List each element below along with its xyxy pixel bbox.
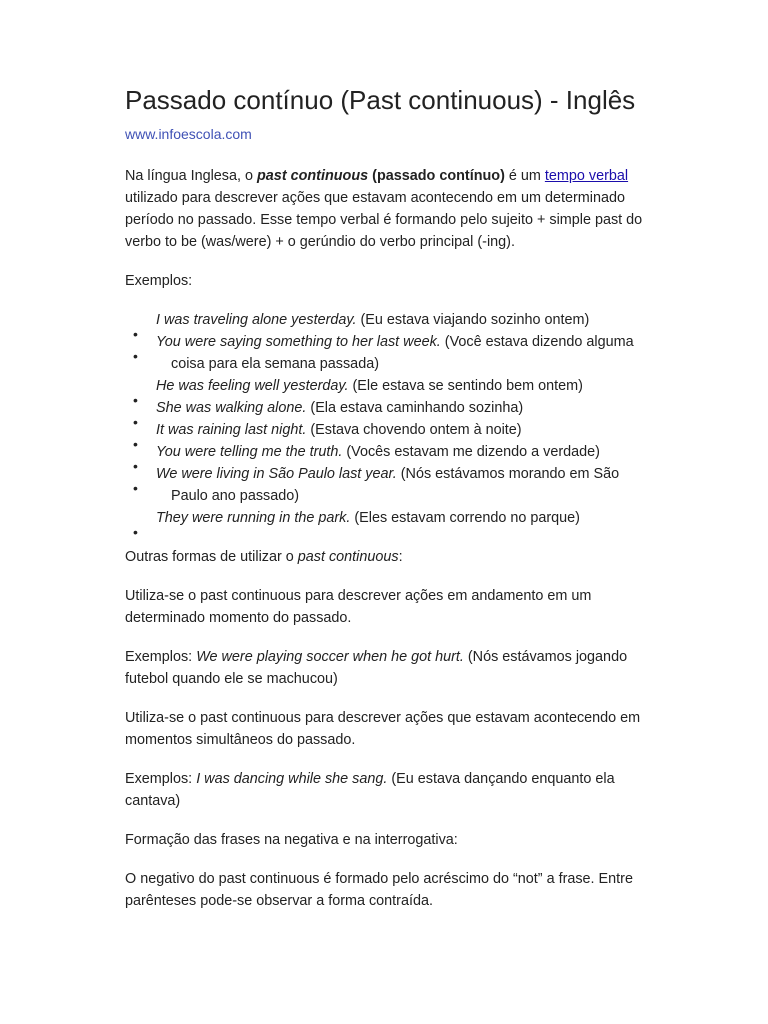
formation-heading: Formação das frases na negativa e na interrogativa: (125, 832, 458, 848)
examples-label: Exemplos: (125, 273, 193, 289)
intro-mid: é um (504, 168, 545, 184)
example-en: They were running in the park. (156, 510, 351, 526)
example-pt: (Você estava dizendo alguma coisa para ela semana passada) (171, 334, 634, 372)
example-en: She was walking alone. (156, 400, 307, 416)
list-item (125, 309, 644, 331)
other-uses-suffix: : (398, 549, 403, 565)
example-pt: (Eles estavam correndo no parque) (350, 510, 580, 526)
example-en: He was feeling well yesterday. (156, 378, 349, 394)
intro-paragraph (125, 165, 644, 253)
use2-example-pt: (Eu estava dançando enquanto ela cantava) (125, 771, 615, 809)
example-pt: (Ela estava caminhando sozinha) (306, 400, 524, 416)
list-item (125, 331, 644, 375)
example-pt: (Estava chovendo ontem à noite) (306, 422, 522, 438)
example-en: You were saying something to her last week. (156, 334, 441, 350)
intro-prefix: Na língua Inglesa, o (125, 168, 258, 184)
other-uses-paragraph (125, 546, 644, 568)
example-pt: (Eu estava viajando sozinho ontem) (356, 312, 590, 328)
list-item (125, 375, 644, 397)
use2-example-en: I was dancing while she sang. (196, 771, 388, 787)
example-pt: (Nós estávamos morando em São Paulo ano passado) (171, 466, 620, 504)
negative-paragraph: O negativo do past continuous é formado pelo acréscimo do “not” a frase. Entre parênteses pode-se observar a forma contraída. (125, 871, 633, 909)
example-pt: (Vocês estavam me dizendo a verdade) (342, 444, 600, 460)
intro-term-en: past continuous (257, 168, 369, 184)
example-pt: (Ele estava se sentindo bem ontem) (348, 378, 583, 394)
intro-term-pt: (passado contínuo) (368, 168, 505, 184)
examples-list (125, 309, 644, 529)
example-en: You were telling me the truth. (156, 444, 343, 460)
use1-example-pt: (Nós estávamos jogando futebol quando ele se machucou) (125, 649, 628, 687)
page-title: Passado contínuo (Past continuous) - Inglês (125, 85, 636, 115)
list-item (125, 419, 644, 441)
example-en: It was raining last night. (156, 422, 307, 438)
other-uses-term: past continuous (297, 549, 399, 565)
use2-example-paragraph (125, 768, 644, 812)
use1-example-paragraph (125, 646, 644, 690)
use1-paragraph: Utiliza-se o past continuous para descrever ações em andamento em um determinado momento do passado. (125, 588, 592, 626)
article-body (125, 165, 644, 912)
intro-suffix: utilizado para descrever ações que estavam acontecendo em um determinado período no passado. Esse tempo verbal é formando pelo sujeito + simple past do verbo to be (was/were) + o gerúndio do verbo principal (-ing). (125, 190, 643, 250)
other-uses-prefix: Outras formas de utilizar o (125, 549, 298, 565)
list-item (125, 507, 644, 529)
use2-paragraph: Utiliza-se o past continuous para descrever ações que estavam acontecendo em momentos simultâneos do passado. (125, 710, 641, 748)
use1-example-en: We were playing soccer when he got hurt. (196, 649, 464, 665)
list-item (125, 463, 644, 507)
use1-example-label: Exemplos: (125, 649, 197, 665)
list-item (125, 397, 644, 419)
list-item (125, 441, 644, 463)
source-link[interactable]: www.infoescola.com (125, 126, 252, 142)
use2-example-label: Exemplos: (125, 771, 197, 787)
example-en: We were living in São Paulo last year. (156, 466, 397, 482)
tempo-verbal-link[interactable]: tempo verbal (544, 168, 629, 184)
example-en: I was traveling alone yesterday. (156, 312, 357, 328)
